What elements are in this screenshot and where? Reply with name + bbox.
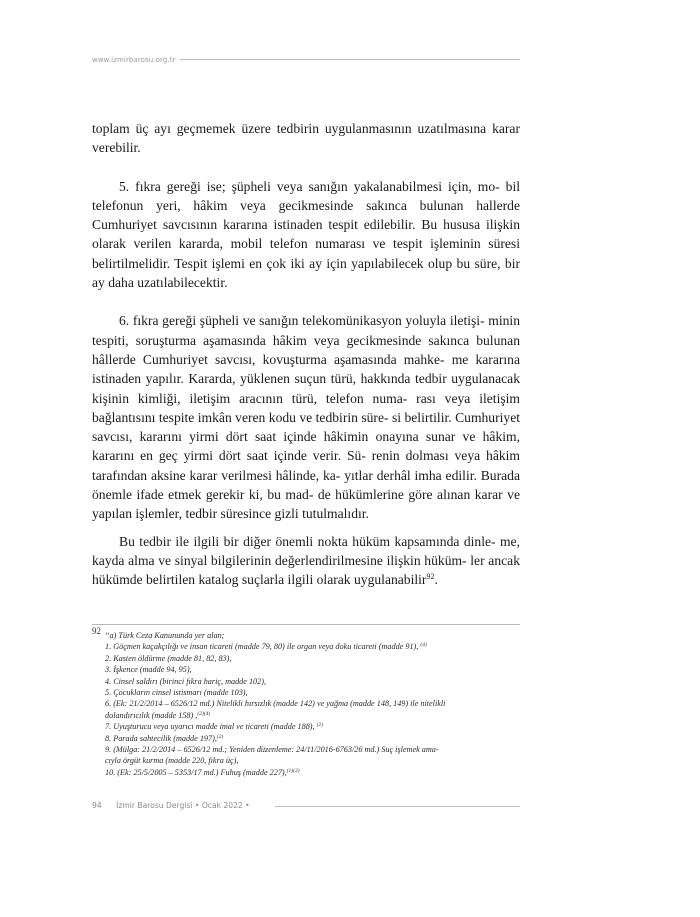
- text-line: rası veya iletişim bağlantısını tespite imkân veren kodu ve tedbirin süre-: [92, 390, 520, 425]
- footnote-line: 3. İşkence (madde 94, 95),: [105, 665, 192, 675]
- text-line: süresi belirtilmelidir. Tespit işlemi en çok iki ay için yapılabilecek olup: [92, 236, 520, 271]
- paragraph-1: [92, 119, 520, 158]
- text-line: 6. fıkra gereği şüpheli ve sanığın telekomünikasyon yoluyla iletişi-: [119, 313, 485, 329]
- footnote-line: 4. Cinsel saldırı (birinci fıkra hariç, madde 102),: [105, 676, 267, 686]
- footnote-line: 8. Parada sahtecilik (madde 197),$^{(2)}$: [105, 733, 224, 743]
- footnote-line: 6. (Ek: 21/2/2014 – 6526/12 md.) Nitelikli hırsızlık (madde 142) ve yağma (madde 148, 149) ile nitelikli: [105, 699, 446, 709]
- header-url[interactable]: www.izmirbarosu.org.tr: [92, 56, 176, 64]
- text-line: Cumhuriyet savcısının kararına istinaden tespit edilebilir. Bu hususa: [92, 217, 481, 233]
- text-line: 5. fıkra gereği ise; şüpheli veya sanığın yakalanabilmesi için, mo-: [119, 178, 500, 194]
- journal-title: İzmir Barosu Dergisi • Ocak 2022 •: [116, 801, 250, 810]
- footnote-line: 7. Uyuşturucu veya uyarıcı madde imal ve ticareti (madde 188), $^{(2)}$: [105, 722, 324, 732]
- footnote-reference[interactable]: 92: [426, 572, 435, 582]
- footnote-line: 5. Çocukların cinsel istismarı (madde 103),: [105, 688, 248, 698]
- footnote-line: 1. Göçmen kaçakçılığı ve insan ticareti (madde 79, 80) ile organ veya doku ticareti (madde 91), $^{(4)}$: [105, 642, 427, 652]
- footnote-line: 10. (Ek: 25/5/2005 – 5353/17 md.) Fuhuş (madde 227),$^{(1)(2)}$: [105, 767, 300, 777]
- footnote-block: [92, 626, 520, 778]
- text-line: onayına sunar ve hâkim, kararını en geç yirmi dört saat içinde verir. Sü-: [92, 429, 520, 464]
- footnote-line: “a) Türk Ceza Kanununda yer alan;: [105, 631, 225, 640]
- footnote-line: 9. (Mülga: 21/2/2014 – 6526/12 md.; Yeniden düzenleme: 24/11/2016-6763/26 md.) Suç işlemek ama-: [105, 745, 439, 755]
- text-line: .: [434, 572, 438, 588]
- paragraph-4: [92, 532, 520, 590]
- text-line: me kararına istinaden yapılır. Kararda, yüklenen suçun türü, hakkında: [92, 351, 520, 387]
- text-line: renin dolması veya hâkim tarafından aksine karar verilmesi hâlinde, ka-: [92, 448, 521, 483]
- header-divider: [180, 59, 520, 60]
- text-line: tedbir uygulanacak kişinin kimliği, iletişim aracının türü, telefon numa-: [92, 371, 520, 406]
- text-line: karar verebilir.: [92, 121, 520, 156]
- text-line: ler ancak hükümde belirtilen katalog suçlarla ilgili olarak uygulanabilir: [92, 552, 520, 588]
- text-line: yıtlar derhâl imha edilir. Burada önemle ifade etmek gerekir ki, bu mad-: [92, 467, 520, 503]
- footnote-line: 2. Kasten öldürme (madde 81, 82, 83),: [105, 653, 232, 663]
- footnote-line: cıyla örgüt kurma (madde 220, fıkra üç),: [105, 756, 239, 766]
- text-line: bulunan hâllerde Cumhuriyet savcısı, kovuşturma aşamasında mahke-: [92, 332, 520, 367]
- text-line: si belirtilir. Cumhuriyet savcısı, kararını yirmi dört saat içinde hâkimin: [92, 409, 521, 445]
- text-line: bu süre, bir ay daha uzatılabilecektir.: [92, 255, 520, 291]
- text-line: ilişkin olarak verilen kararda, mobil telefon numarası ve tespit işleminin: [92, 217, 520, 252]
- text-line: gizli tutulmalıdır.: [274, 506, 369, 522]
- text-line: minin tespiti, soruşturma aşamasında hâkim veya gecikmesinde sakınca: [92, 313, 520, 348]
- page-footer: [92, 801, 250, 810]
- footer-divider: [275, 806, 520, 807]
- body-text: [92, 119, 520, 590]
- paragraph-3: [92, 311, 520, 523]
- page-number: 94: [92, 801, 102, 810]
- paragraph-2: [92, 177, 520, 293]
- text-line: toplam üç ayı geçmemek üzere tedbirin uygulanmasının uzatılmasına: [92, 121, 487, 136]
- text-line: de hükümlerine göre alınan karar ve yapılan işlemler, tedbir süresince: [92, 487, 520, 522]
- footnote-number: 92: [92, 626, 101, 636]
- footnote-divider: [92, 624, 520, 625]
- text-line: Bu tedbir ile ilgili bir diğer önemli nokta hüküm kapsamında dinle-: [119, 533, 496, 549]
- text-line: me, kayda alma ve sinyal bilgilerinin değerlendirilmesine ilişkin hüküm-: [92, 533, 520, 568]
- text-line: bil telefonun yeri, hâkim veya gecikmesinde sakınca bulunan hallerde: [92, 178, 520, 213]
- footnote-line: dolandırıcılık (madde 158) ,$^{(2)(4)}$: [105, 710, 211, 720]
